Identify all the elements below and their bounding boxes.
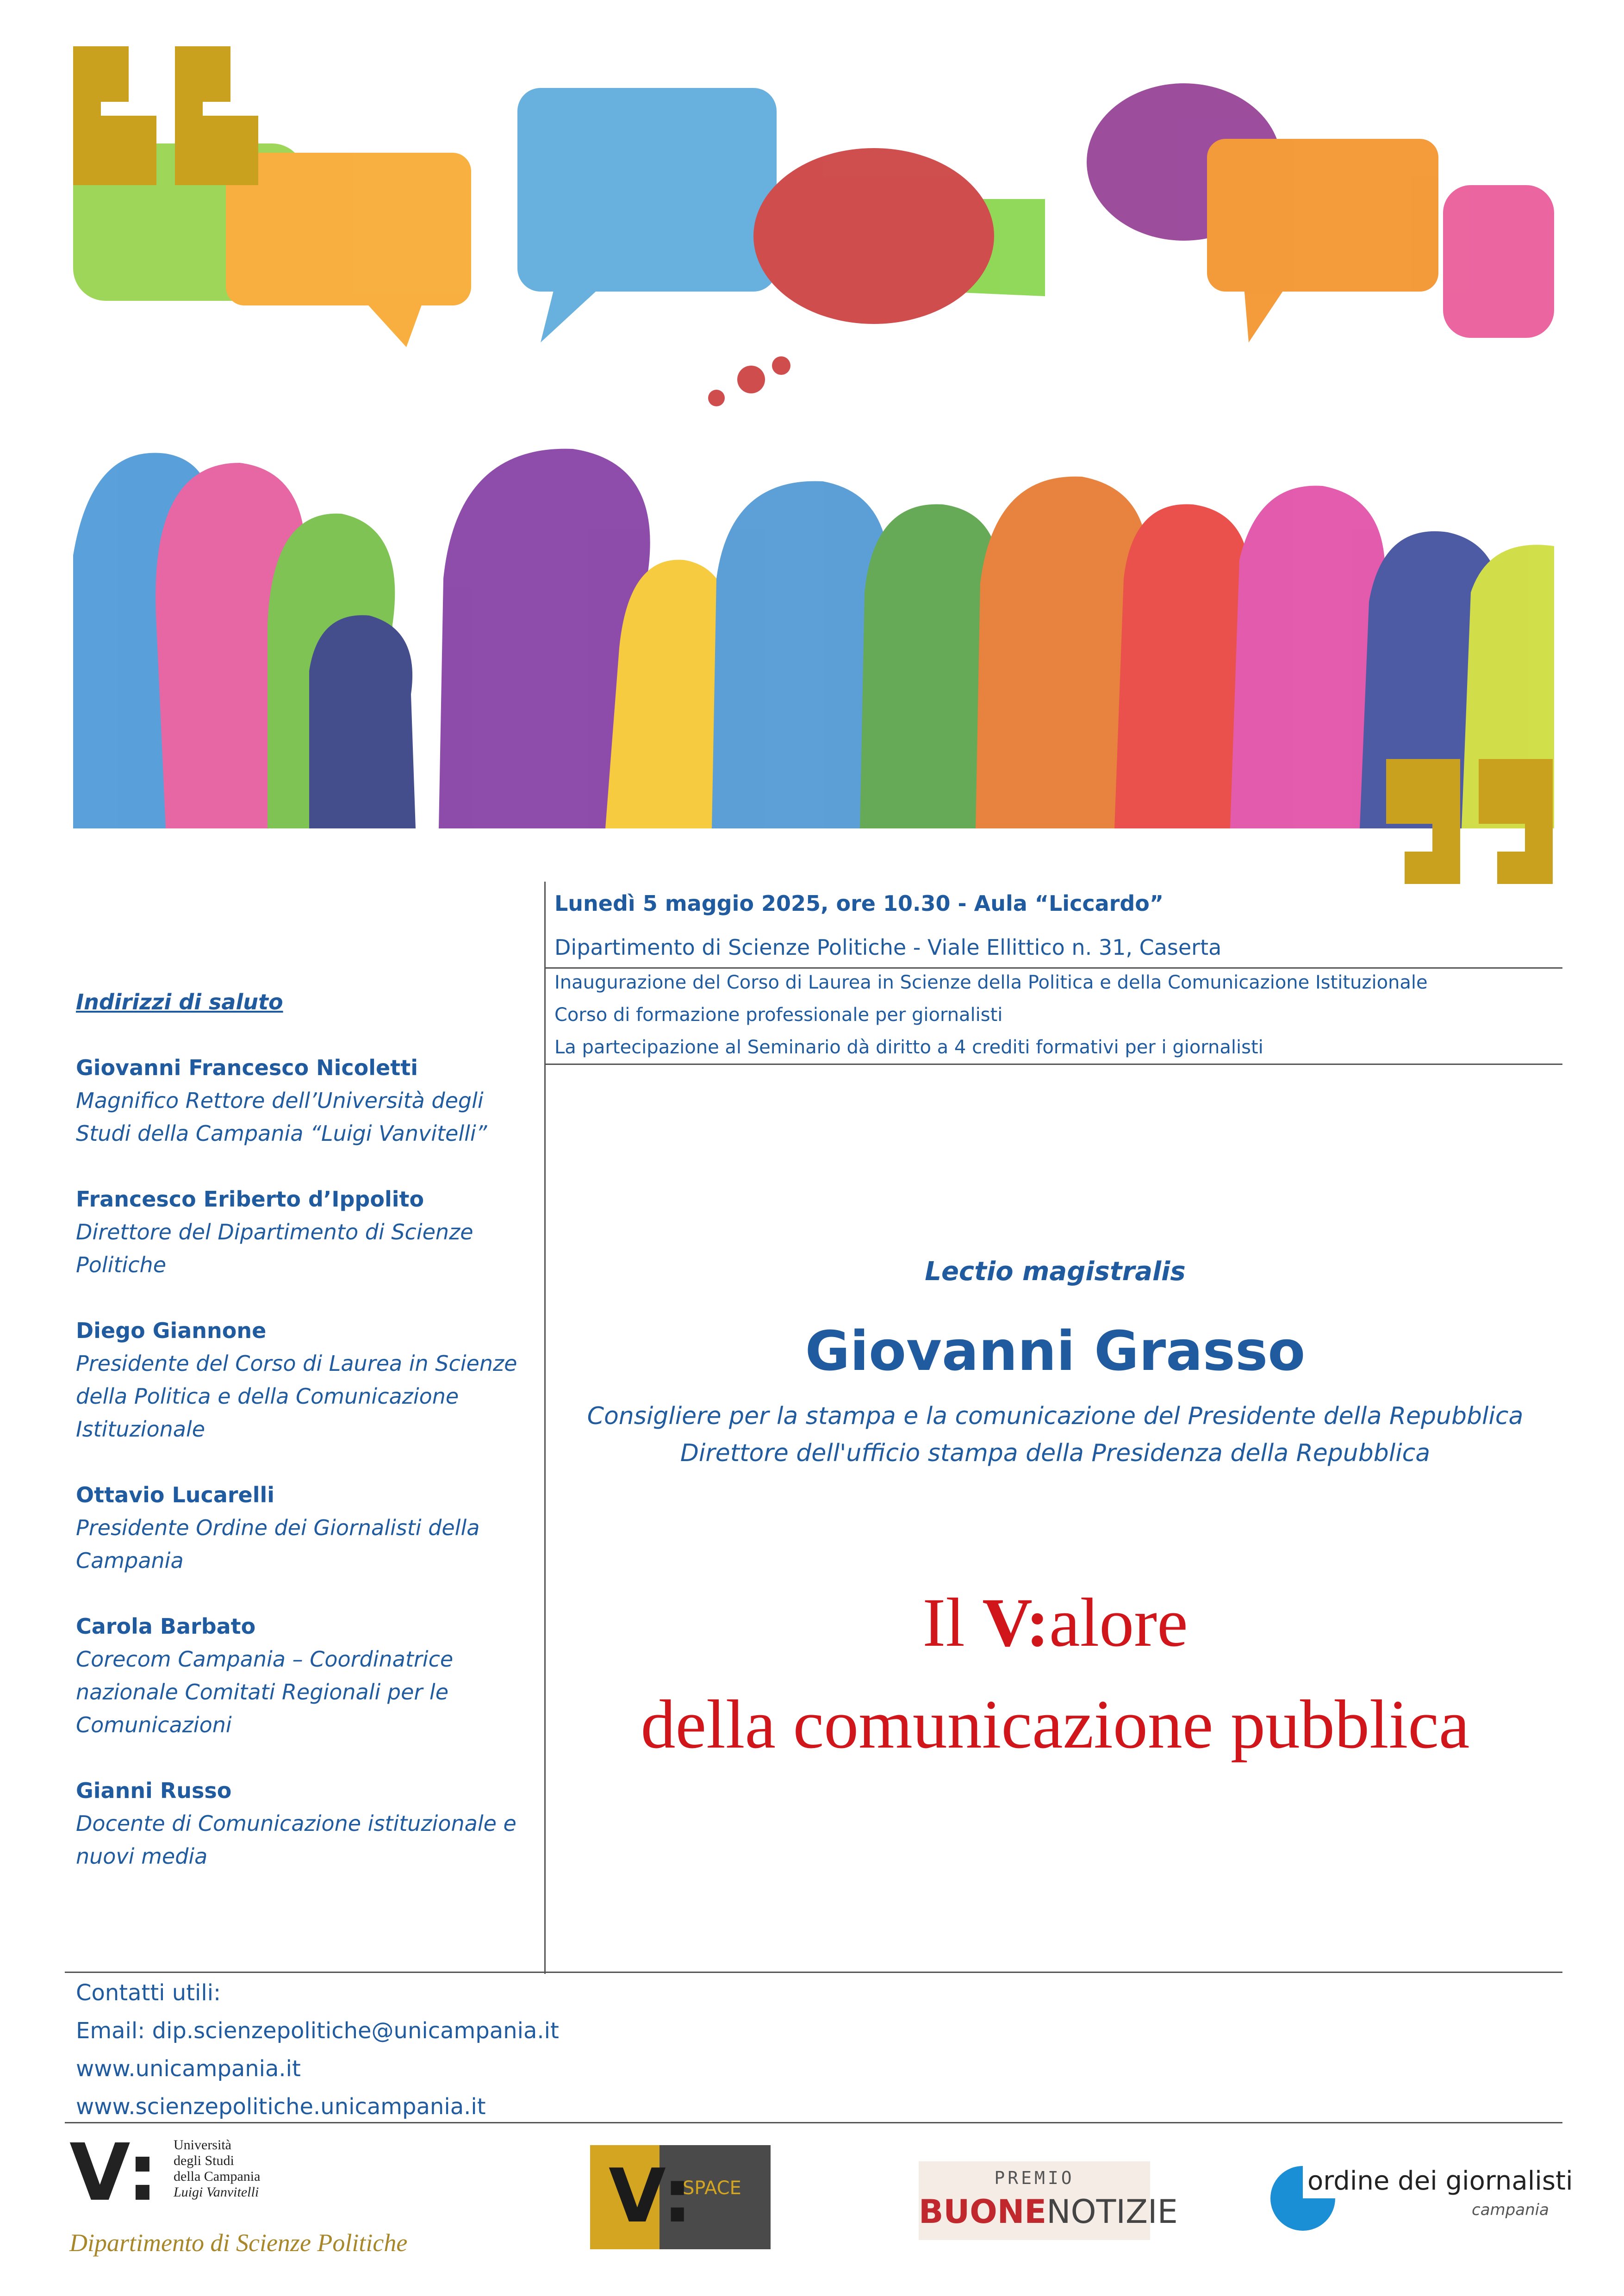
person-role: Docente di Comunicazione istituzionale e: [76, 1811, 516, 1836]
person-role: Istituzionale: [76, 1417, 205, 1442]
event-venue: Dipartimento di Scienze Politiche - Viale Ellittico n. 31, Caserta: [554, 935, 1222, 960]
department-name: Dipartimento di Scienze Politiche: [69, 2229, 408, 2257]
ordine-region: campania: [1472, 2201, 1549, 2219]
person-name: Francesco Eriberto d’Ippolito: [76, 1187, 424, 1212]
lecture-title-line1: [546, 1583, 1564, 1662]
contact-email[interactable]: Email: dip.scienzepolitiche@unicampania.it: [76, 2018, 559, 2044]
vspace-v-mark: V:: [609, 2153, 692, 2239]
person-name: Diego Giannone: [76, 1318, 267, 1343]
greetings-heading: Indirizzi di saluto: [76, 989, 283, 1014]
greetings-column: [76, 986, 539, 1873]
ordine-giornalisti-logo: [1268, 2161, 1573, 2235]
premio-buone-notizie-logo: [919, 2161, 1178, 2240]
note-course: Corso di formazione professionale per giornalisti: [554, 1004, 1003, 1026]
person-name: Carola Barbato: [76, 1614, 256, 1639]
person-role: Politiche: [76, 1252, 167, 1277]
column-divider: [544, 882, 546, 1974]
premio-label: PREMIO: [994, 2168, 1075, 2188]
note-credits: La partecipazione al Seminario dà diritto a 4 crediti formativi per i giornalisti: [554, 1037, 1263, 1058]
person-role: Presidente Ordine dei Giornalisti della: [76, 1515, 480, 1540]
university-name: Università degli Studi della Campania Luigi Vanvitelli: [174, 2137, 261, 2200]
vspace-text: SPACE: [683, 2178, 741, 2199]
contact-site-unicampania[interactable]: www.unicampania.it: [76, 2056, 301, 2082]
person-role: Campania: [76, 1548, 184, 1573]
person-role: Direttore del Dipartimento di Scienze: [76, 1220, 473, 1244]
lecture-type: Lectio magistralis: [925, 1257, 1186, 1287]
speaker-role-2: Direttore dell'ufficio stampa della Presidenza della Repubblica: [680, 1439, 1431, 1467]
close-quote-icon: [1386, 759, 1555, 889]
speaker-role-1: Consigliere per la stampa e la comunicazione del Presidente della Repubblica: [587, 1402, 1524, 1430]
person-role: della Politica e della Comunicazione: [76, 1384, 459, 1409]
divider-footer: [65, 1972, 1562, 1973]
vspace-logo: [590, 2145, 771, 2249]
title-v-logo: V:: [982, 1584, 1049, 1661]
person-role: Presidente del Corso di Laurea in Scienze: [76, 1351, 517, 1376]
banner-illustration: [73, 46, 1554, 828]
person-name: Giovanni Francesco Nicoletti: [76, 1055, 418, 1080]
person-role: Corecom Campania – Coordinatrice: [76, 1647, 454, 1672]
speaker-name: Giovanni Grasso: [805, 1319, 1306, 1383]
person-name: Gianni Russo: [76, 1778, 232, 1803]
person-role: nazionale Comitati Regionali per le: [76, 1680, 448, 1705]
contacts-heading: Contatti utili:: [76, 1980, 221, 2006]
contact-site-scienzepolitiche[interactable]: www.scienzepolitiche.unicampania.it: [76, 2094, 486, 2120]
lecture-title-line2: della comunicazione pubblica: [641, 1686, 1470, 1763]
title-rest: alore: [1049, 1584, 1188, 1661]
buone-notizie-label: BUONENOTIZIE: [919, 2193, 1178, 2231]
university-logo: [69, 2127, 440, 2272]
divider-notes: [544, 1064, 1562, 1065]
person-role: nuovi media: [76, 1844, 208, 1869]
ordine-name: ordine dei giornalisti: [1307, 2166, 1573, 2196]
person-role: Comunicazioni: [76, 1712, 232, 1737]
title-prefix: Il: [922, 1584, 983, 1661]
contacts-block: [76, 1974, 559, 2126]
person-role: Studi della Campania “Luigi Vanvitelli”: [76, 1121, 487, 1146]
divider-top: [544, 967, 1562, 969]
note-inauguration: Inaugurazione del Corso di Laurea in Scienze della Politica e della Comunicazione Istituzionale: [554, 972, 1428, 993]
event-date: Lunedì 5 maggio 2025, ore 10.30 - Aula “Liccardo”: [554, 891, 1164, 916]
v-logo-mark: V:: [69, 2127, 158, 2219]
person-role: Magnifico Rettore dell’Università degli: [76, 1088, 484, 1113]
person-name: Ottavio Lucarelli: [76, 1482, 275, 1507]
